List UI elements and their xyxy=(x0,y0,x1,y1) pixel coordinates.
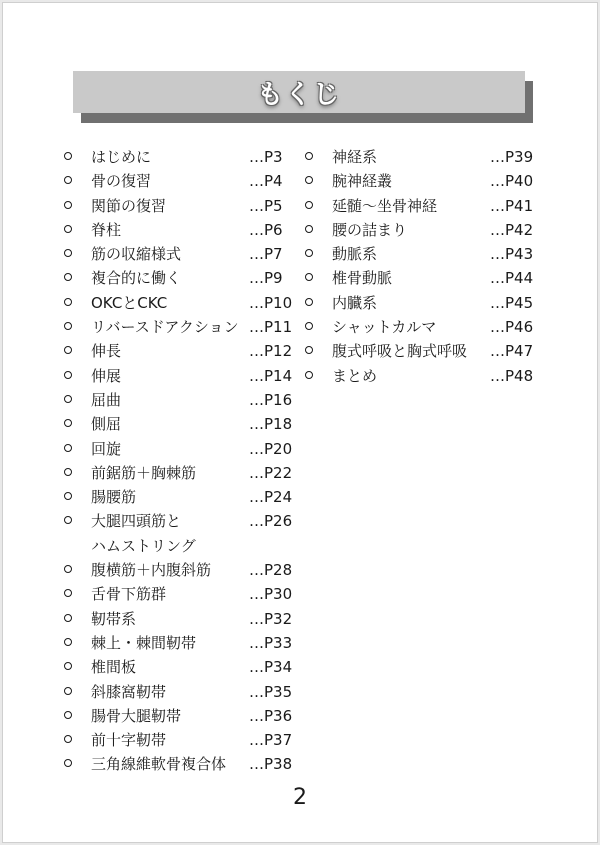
bullet-circle-icon xyxy=(64,371,72,379)
toc-entry xyxy=(64,339,314,363)
toc-entry xyxy=(64,631,314,655)
toc-entry-page: …P18 xyxy=(249,415,293,434)
bullet-circle-icon xyxy=(64,152,72,160)
toc-entry-page: …P11 xyxy=(249,318,293,337)
toc-entry-label: 舌骨下筋群 xyxy=(91,585,167,604)
toc-entry xyxy=(305,194,555,218)
toc-entry-page: …P6 xyxy=(249,220,283,239)
toc-entry-page: …P46 xyxy=(490,318,534,337)
toc-entry-page: …P40 xyxy=(490,172,534,191)
toc-entry-label: 前鋸筋＋胸棘筋 xyxy=(91,463,197,482)
toc-entry-page: …P38 xyxy=(249,755,293,774)
toc-entry-label: 大腿四頭筋と xyxy=(91,512,182,531)
title-banner-box xyxy=(73,71,525,113)
toc-entry-label: 腸骨大腿靭帯 xyxy=(91,706,182,725)
toc-entry-page: …P3 xyxy=(249,148,283,166)
toc-entry xyxy=(305,169,555,193)
page-number: 2 xyxy=(293,785,307,810)
toc-column-left xyxy=(64,145,314,777)
toc-entry-page: …P36 xyxy=(249,706,293,725)
toc-entry xyxy=(305,242,555,266)
bullet-circle-icon xyxy=(64,565,72,573)
toc-entry xyxy=(64,169,314,193)
toc-entry xyxy=(64,364,314,388)
toc-entry-label: リバースドアクション xyxy=(91,318,239,337)
toc-entry-label: 屈曲 xyxy=(91,390,122,409)
toc-entry xyxy=(64,266,314,290)
toc-entry-label: 腸腰筋 xyxy=(91,488,137,507)
toc-entry xyxy=(64,655,314,679)
toc-entry-page: …P42 xyxy=(490,220,534,239)
title-banner xyxy=(73,71,533,117)
bullet-circle-icon xyxy=(64,419,72,427)
toc-entry-label: OKCとCKC xyxy=(91,293,168,312)
bullet-circle-icon xyxy=(64,225,72,233)
bullet-circle-icon xyxy=(64,201,72,209)
toc-entry-page: …P47 xyxy=(490,342,534,361)
toc-entry-label: 腹横筋＋内腹斜筋 xyxy=(91,561,212,580)
toc-entry-label-continued: ハムストリング xyxy=(91,536,196,555)
toc-entry-page: …P35 xyxy=(249,682,293,701)
toc-entry-page: …P34 xyxy=(249,658,293,677)
toc-entry xyxy=(64,728,314,752)
bullet-circle-icon xyxy=(64,614,72,622)
toc-entry xyxy=(64,315,314,339)
toc-entry-label: はじめに xyxy=(91,148,152,166)
page-title: もくじ xyxy=(256,79,341,110)
toc-entry xyxy=(64,388,314,412)
bullet-circle-icon xyxy=(64,273,72,281)
toc-entry-label: シャットカルマ xyxy=(332,318,437,337)
toc-entry-label: 腰の詰まり xyxy=(332,220,408,239)
bullet-circle-icon xyxy=(64,468,72,476)
toc-entry xyxy=(305,315,555,339)
toc-entry xyxy=(64,291,314,315)
bullet-circle-icon xyxy=(64,322,72,330)
bullet-circle-icon xyxy=(64,759,72,767)
bullet-circle-icon xyxy=(64,346,72,354)
toc-entry-label: 腕神経叢 xyxy=(332,172,393,191)
toc-entry xyxy=(64,437,314,461)
bullet-circle-icon xyxy=(64,662,72,670)
toc-entry-label: 腹式呼吸と胸式呼吸 xyxy=(332,342,468,361)
toc-entry-page: …P48 xyxy=(490,366,534,385)
toc-entry-label: 骨の復習 xyxy=(91,172,152,191)
toc-entry-page: …P20 xyxy=(249,439,293,458)
bullet-circle-icon xyxy=(305,152,313,160)
toc-entry-page: …P16 xyxy=(249,390,293,409)
toc-entry-page: …P9 xyxy=(249,269,283,288)
bullet-circle-icon xyxy=(64,492,72,500)
bullet-circle-icon xyxy=(64,735,72,743)
toc-entry-label: 棘上・棘間靭帯 xyxy=(91,633,197,652)
toc-entry xyxy=(305,145,555,169)
bullet-circle-icon xyxy=(64,589,72,597)
bullet-circle-icon xyxy=(64,176,72,184)
toc-entry xyxy=(305,266,555,290)
toc-entry-label: 三角線維軟骨複合体 xyxy=(91,755,227,774)
bullet-circle-icon xyxy=(64,638,72,646)
toc-entry-page: …P22 xyxy=(249,463,293,482)
bullet-circle-icon xyxy=(305,322,313,330)
bullet-circle-icon xyxy=(64,444,72,452)
toc-entry xyxy=(305,291,555,315)
toc-entry-page: …P44 xyxy=(490,269,534,288)
toc-entry-page: …P41 xyxy=(490,196,534,215)
toc-entry-label: まとめ xyxy=(332,366,378,385)
toc-entry xyxy=(64,485,314,509)
toc-entry-label: 動脈系 xyxy=(332,245,378,264)
toc-entry-page: …P30 xyxy=(249,585,293,604)
toc-entry-label: 側屈 xyxy=(91,415,122,434)
toc-entry-page: …P28 xyxy=(249,561,293,580)
bullet-circle-icon xyxy=(64,711,72,719)
toc-entry-page: …P4 xyxy=(249,172,283,191)
toc-entry-page: …P14 xyxy=(249,366,293,385)
toc-entry-page: …P12 xyxy=(249,342,293,361)
bullet-circle-icon xyxy=(64,395,72,403)
toc-entry-label: 神経系 xyxy=(332,148,378,166)
toc-entry-label: 伸展 xyxy=(91,366,122,385)
toc-entry xyxy=(64,194,314,218)
bullet-circle-icon xyxy=(305,176,313,184)
toc-entry-page: …P37 xyxy=(249,731,293,750)
toc-entry-page: …P10 xyxy=(249,293,293,312)
bullet-circle-icon xyxy=(64,298,72,306)
toc-entry-page: …P24 xyxy=(249,488,293,507)
toc-column-right xyxy=(305,145,555,388)
toc-entry-label: 前十字靭帯 xyxy=(91,731,167,750)
toc-entry-page: …P5 xyxy=(249,196,283,215)
bullet-circle-icon xyxy=(64,516,72,524)
toc-entry-label: 椎骨動脈 xyxy=(332,269,393,288)
toc-entry-label: 内臓系 xyxy=(332,293,378,312)
toc-entry-label: 靭帯系 xyxy=(91,609,137,628)
toc-entry-page: …P39 xyxy=(490,148,534,166)
toc-entry-label: 延髄〜坐骨神経 xyxy=(332,196,438,215)
document-page xyxy=(2,2,598,843)
toc-entry xyxy=(305,218,555,242)
toc-entry-label: 伸長 xyxy=(91,342,122,361)
toc-entry xyxy=(64,218,314,242)
toc-entry xyxy=(64,509,314,558)
bullet-circle-icon xyxy=(305,249,313,257)
bullet-circle-icon xyxy=(305,225,313,233)
toc-entry xyxy=(305,364,555,388)
toc-entry-label: 複合的に働く xyxy=(91,269,182,288)
toc-entry-page: …P45 xyxy=(490,293,534,312)
toc-entry-label: 斜膝窩靭帯 xyxy=(91,682,167,701)
toc-entry-page: …P43 xyxy=(490,245,534,264)
toc-entry-label: 椎間板 xyxy=(91,658,137,677)
toc-entry xyxy=(64,461,314,485)
toc-entry-label: 関節の復習 xyxy=(91,196,167,215)
toc-entry-label: 筋の収縮様式 xyxy=(91,245,182,264)
bullet-circle-icon xyxy=(64,687,72,695)
toc-entry xyxy=(305,339,555,363)
toc-entry xyxy=(64,558,314,582)
bullet-circle-icon xyxy=(305,346,313,354)
bullet-circle-icon xyxy=(64,249,72,257)
toc-entry-page: …P33 xyxy=(249,633,293,652)
toc-entry xyxy=(64,145,314,169)
bullet-circle-icon xyxy=(305,201,313,209)
toc-entry xyxy=(64,680,314,704)
toc-entry-page: …P7 xyxy=(249,245,283,264)
toc-entry xyxy=(64,582,314,606)
toc-entry-label: 脊柱 xyxy=(91,220,122,239)
toc-entry xyxy=(64,704,314,728)
toc-entry xyxy=(64,607,314,631)
bullet-circle-icon xyxy=(305,298,313,306)
toc-entry xyxy=(64,752,314,776)
toc-entry xyxy=(64,412,314,436)
bullet-circle-icon xyxy=(305,371,313,379)
toc-entry-label: 回旋 xyxy=(91,439,122,458)
toc-entry-page: …P32 xyxy=(249,609,293,628)
toc-entry-page: …P26 xyxy=(249,512,293,531)
bullet-circle-icon xyxy=(305,273,313,281)
toc-entry xyxy=(64,242,314,266)
